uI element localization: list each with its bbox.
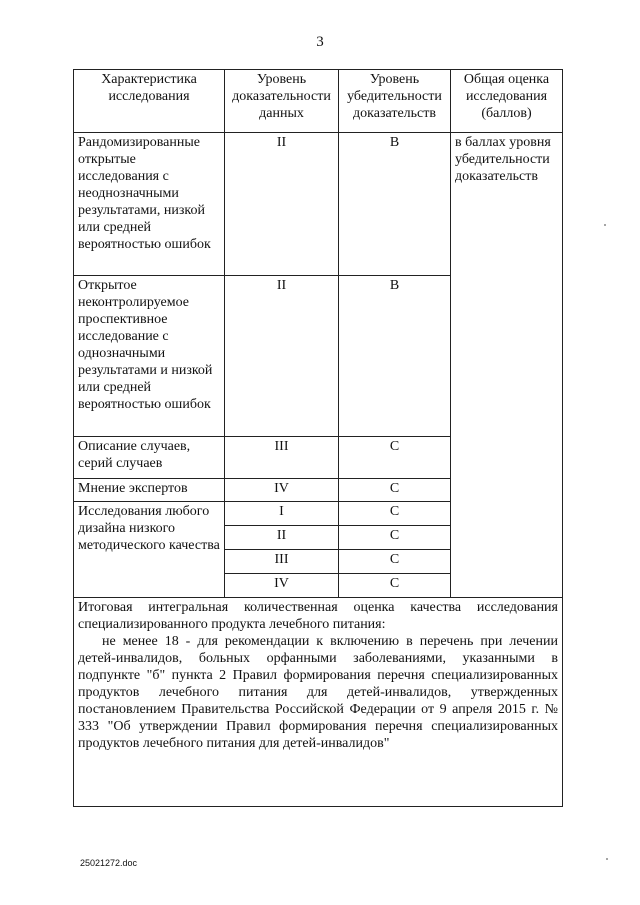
summary-cell xyxy=(74,598,563,807)
group-evidence-level: I xyxy=(225,502,339,526)
row-recommendation-grade: С xyxy=(339,479,451,502)
group-evidence-level: III xyxy=(225,550,339,574)
row-recommendation-grade: С xyxy=(339,437,451,479)
group-characteristic: Исследования любого дизайна низкого методического качества xyxy=(74,502,225,598)
row-evidence-level: II xyxy=(225,276,339,437)
group-recommendation-grade: С xyxy=(339,574,451,598)
group-recommendation-grade: С xyxy=(339,526,451,550)
row-evidence-level: III xyxy=(225,437,339,479)
row-evidence-level: II xyxy=(225,133,339,276)
row-recommendation-grade: В xyxy=(339,133,451,276)
row-characteristic: Открытое неконтролируемое проспективное исследование с однозначными результатами и низкой или средней вероятностью ошибок xyxy=(74,276,225,437)
footer-filename: 25021272.doc xyxy=(80,858,138,868)
group-recommendation-grade: С xyxy=(339,502,451,526)
scan-dot xyxy=(604,224,606,226)
row-recommendation-grade: В xyxy=(339,276,451,437)
table-header-row xyxy=(74,70,563,133)
table-row xyxy=(74,133,563,276)
row-characteristic: Мнение экспертов xyxy=(74,479,225,502)
header-recommendation-grade: Уровень убедительности доказательств xyxy=(339,70,451,133)
group-evidence-level: IV xyxy=(225,574,339,598)
header-evidence-level: Уровень доказательности данных xyxy=(225,70,339,133)
page-number: 3 xyxy=(316,34,324,50)
summary-body: не менее 18 - для рекомендации к включению в перечень при лечении детей-инвалидов, больных орфанными заболеваниями, указанными в подпункте "б" пункта 2 Правил формирования перечня специализированных продуктов лечебного питания для детей-инвалидов, утвержденных постановлением Правительства Российской Федерации от 9 апреля 2015 г. № 333 "Об утверждении Правил формирования перечня специализированных продуктов лечебного питания для детей-инвалидов" xyxy=(78,634,558,751)
row-characteristic: Рандомизированные открытые исследования с неоднозначными результатами, низкой или средней вероятностью ошибок xyxy=(74,133,225,276)
summary-title: Итоговая интегральная количественная оценка качества исследования специализированного продукта лечебного питания: xyxy=(78,600,558,632)
scan-dot xyxy=(606,858,608,860)
group-evidence-level: II xyxy=(225,526,339,550)
header-overall-score: Общая оценка исследования (баллов) xyxy=(451,70,563,133)
evidence-table xyxy=(73,69,563,807)
overall-score-cell: в баллах уровня убедительности доказательств xyxy=(451,133,563,598)
row-characteristic: Описание случаев, серий случаев xyxy=(74,437,225,479)
header-characteristic: Характеристика исследования xyxy=(74,70,225,133)
row-evidence-level: IV xyxy=(225,479,339,502)
group-recommendation-grade: С xyxy=(339,550,451,574)
summary-row xyxy=(74,598,563,807)
